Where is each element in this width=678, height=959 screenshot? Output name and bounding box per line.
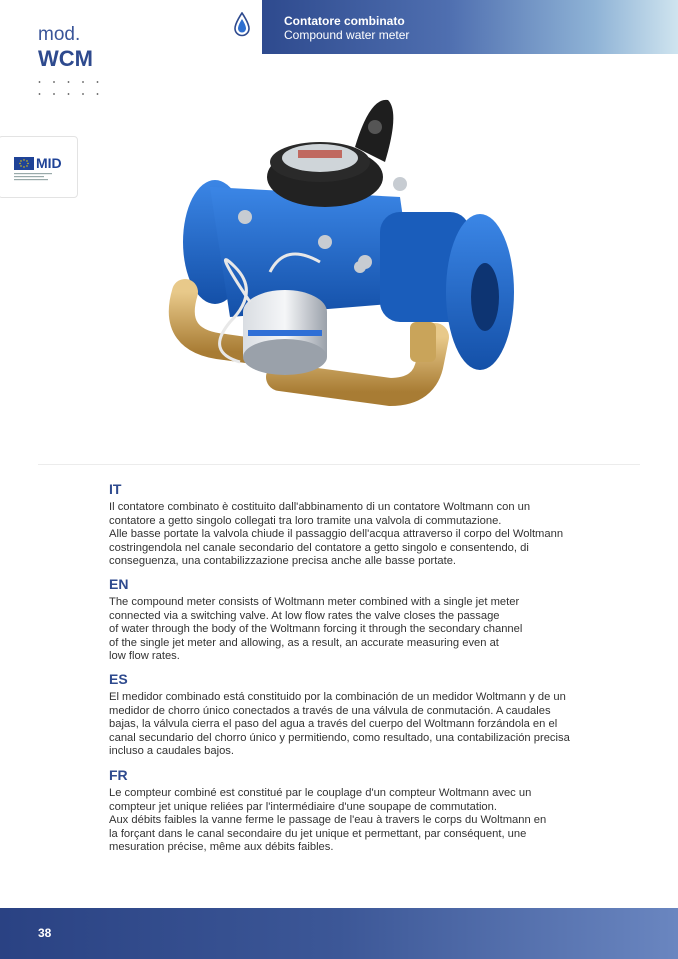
header-title-it: Contatore combinato xyxy=(284,14,405,28)
eu-flag-icon xyxy=(14,157,34,170)
section-heading: IT xyxy=(109,481,122,497)
water-drop-icon xyxy=(233,12,251,38)
section-fr xyxy=(109,767,619,855)
mid-fine-print-decoration xyxy=(14,172,54,182)
mid-label: MID xyxy=(36,155,62,171)
mid-certification-badge xyxy=(0,136,78,198)
section-body: The compound meter consists of Woltmann meter combined with a single jet meter connected via a switching valve. At low flow rates the valve closes the passage of water through the body of the Woltmann forcing it through the secondary channel of the single jet meter and allowing, as a result, an accurate measuring even at low flow rates. xyxy=(109,596,523,663)
model-prefix: mod. xyxy=(38,24,81,45)
header-band xyxy=(262,0,678,54)
section-es xyxy=(109,671,619,759)
header-title-en: Compound water meter xyxy=(284,28,410,42)
footer-band xyxy=(0,908,678,959)
section-body: Il contatore combinato è costituito dall'abbinamento di un contatore Woltmann con un contatore a getto singolo collegati tra loro tramite una valvola di commutazione. Alle basse portate la valvola chiude il passaggio dell'acqua attraverso il corpo del Woltmann costringendola nel canale secondario del contatore a getto singolo e consentendo, di conseguenza, una contabilizzazione precisa anche alle basse portate. xyxy=(109,501,564,568)
dot-pattern-decoration xyxy=(38,80,102,98)
compound-water-meter-image xyxy=(150,92,520,442)
section-heading: ES xyxy=(109,671,128,687)
section-heading: FR xyxy=(109,767,128,783)
section-en xyxy=(109,576,619,664)
section-divider xyxy=(38,464,640,465)
section-body: Le compteur combiné est constitué par le couplage d'un compteur Woltmann avec un compteur jet unique reliées par l'intermédiaire d'une soupape de commutation. Aux débits faibles la vanne ferme le passage de l'eau à travers le corps du Woltmann en la forçant dans le canal secondaire du jet unique et permettant, par conséquent, une mesuration précise, même aux débits faibles. xyxy=(109,787,547,854)
section-heading: EN xyxy=(109,576,129,592)
section-body: El medidor combinado está constituido por la combinación de un medidor Woltmann y de un medidor de chorro único conectados a través de una válvula de conmutación. A caudales bajas, la válvula cierra el paso del agua a través del cuerpo del Woltmann forzándola en el canal secundario del chorro único y permitiendo, como resultado, una contabilización precisa incluso a caudales bajos. xyxy=(109,691,570,758)
page-number: 38 xyxy=(38,926,52,940)
model-name: WCM xyxy=(38,46,93,71)
section-it xyxy=(109,481,619,569)
